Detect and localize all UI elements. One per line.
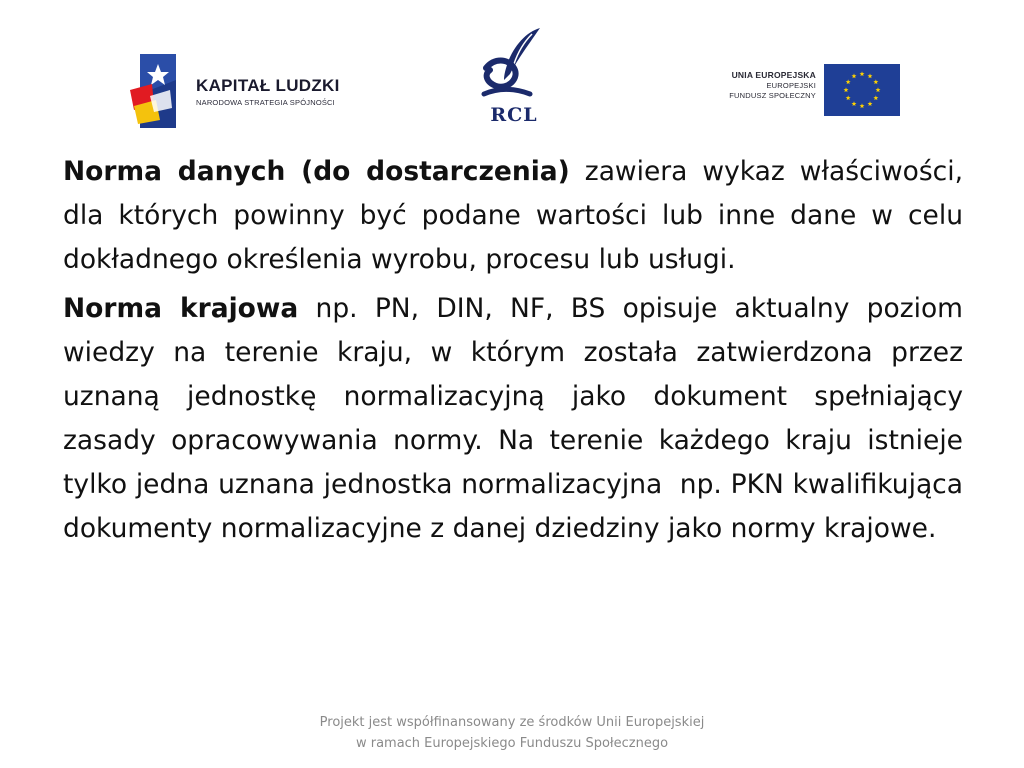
- rcl-logo: [474, 24, 554, 130]
- eu-logo-text: [729, 70, 816, 102]
- kapital-ludzki-logo: [130, 50, 370, 132]
- kapital-ludzki-emblem-icon: [130, 50, 180, 130]
- footer-line-1: Projekt jest współfinansowany ze środków Unii Europejskiej: [319, 715, 705, 730]
- rcl-logo-text: RCL: [490, 104, 538, 126]
- eu-line-1: EUROPEJSKI: [766, 80, 816, 90]
- eu-title: UNIA EUROPEJSKA: [731, 70, 816, 80]
- term-norma-krajowa: Norma krajowa: [63, 293, 299, 324]
- kapital-ludzki-title: KAPITAŁ LUDZKI: [196, 76, 340, 95]
- main-content: [63, 150, 972, 556]
- funding-footer: [0, 712, 1024, 754]
- term-norma-danych: Norma danych (do dostarczenia): [63, 156, 570, 187]
- definition-norma-krajowa: np. PN, DIN, NF, BS opisuje aktualny poziom wiedzy na terenie kraju, w którym została zatwierdzona przez uznaną jednostkę normalizacyjną jako dokument spełniający zasady opracowywania normy. Na terenie każdego kraju istnieje tylko jedna uznana jednostka normalizacyjna np. PKN kwalifikująca dokumenty normalizacyjne z danej dziedziny jako normy krajowe.: [63, 293, 972, 544]
- kapital-ludzki-subtitle: NARODOWA STRATEGIA SPÓJNOŚCI: [196, 98, 335, 107]
- eu-flag-icon: [824, 64, 900, 116]
- eu-logo: [700, 62, 900, 118]
- paragraph-norma-krajowa: [63, 287, 972, 551]
- definition-norma-danych: zawiera wykaz właściwości, dla których powinny być podane wartości lub inne dane w celu dokładnego określenia wyrobu, procesu lub usługi.: [63, 156, 964, 275]
- eu-line-2: FUNDUSZ SPOŁECZNY: [729, 91, 816, 100]
- paragraph-norma-danych: [63, 150, 963, 282]
- footer-line-2: w ramach Europejskiego Funduszu Społecznego: [355, 736, 669, 751]
- quill-emblem-icon: [474, 24, 554, 104]
